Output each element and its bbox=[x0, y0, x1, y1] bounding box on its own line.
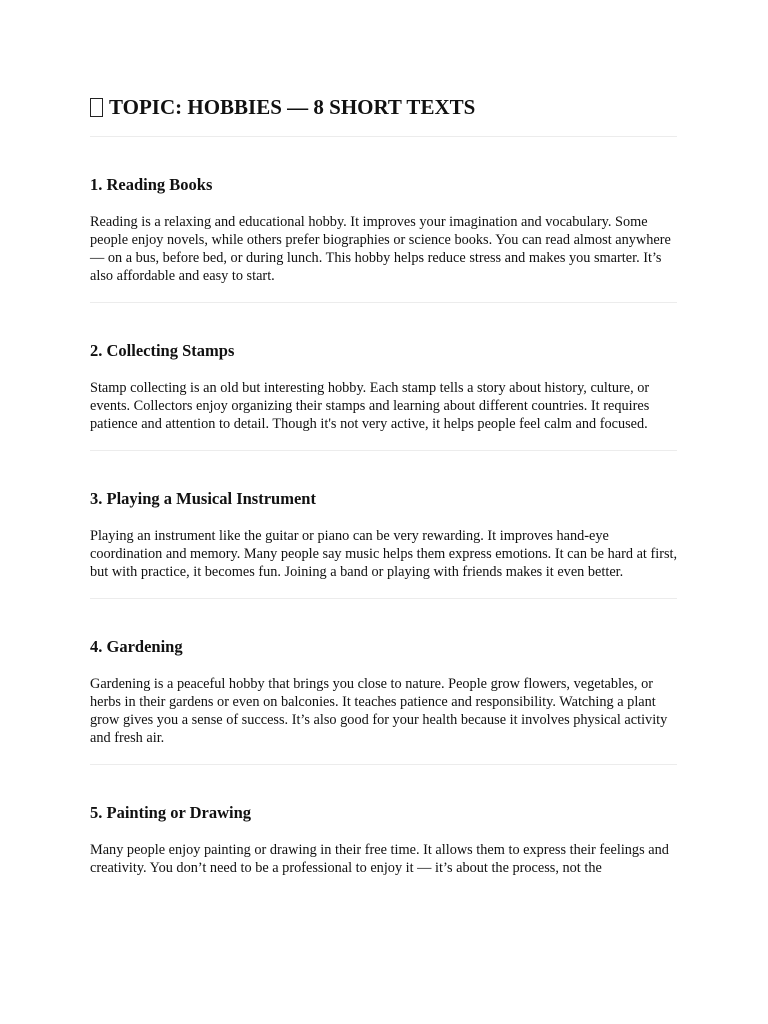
section-collecting-stamps bbox=[90, 303, 677, 451]
section-gardening bbox=[90, 599, 677, 765]
section-body: Reading is a relaxing and educational hobby. It improves your imagination and vocabulary. Some people enjoy novels, while others prefer biographies or science books. You can read almost anywhere — on a bus, before bed, or during lunch. This hobby helps reduce stress and makes you smarter. It’s also affordable and easy to start. bbox=[90, 214, 671, 284]
missing-glyph-box-icon bbox=[90, 98, 103, 117]
section-painting-drawing bbox=[90, 765, 677, 877]
section-heading: 4. Gardening bbox=[90, 637, 183, 656]
document-title-text: TOPIC: HOBBIES — 8 SHORT TEXTS bbox=[109, 95, 476, 119]
section-body: Many people enjoy painting or drawing in their free time. It allows them to express their feelings and creativity. You don’t need to be a professional to enjoy it — it’s about the process, not the bbox=[90, 842, 669, 876]
document-page bbox=[90, 94, 677, 877]
section-body: Playing an instrument like the guitar or piano can be very rewarding. It improves hand-eye coordination and memory. Many people say music helps them express emotions. It can be hard at first, but with practice, it becomes fun. Joining a band or playing with friends makes it even better. bbox=[90, 528, 678, 580]
document-title bbox=[90, 94, 677, 120]
section-heading: 2. Collecting Stamps bbox=[90, 341, 235, 360]
section-heading: 1. Reading Books bbox=[90, 175, 213, 194]
section-heading: 3. Playing a Musical Instrument bbox=[90, 489, 316, 508]
section-musical-instrument bbox=[90, 451, 677, 599]
section-body: Gardening is a peaceful hobby that brings you close to nature. People grow flowers, vegetables, or herbs in their gardens or even on balconies. It teaches patience and responsibility. Watching a plant grow gives you a sense of success. It’s also good for your health because it involves physical activity and fresh air. bbox=[90, 676, 668, 746]
section-reading-books bbox=[90, 137, 677, 303]
section-heading: 5. Painting or Drawing bbox=[90, 803, 252, 822]
section-body: Stamp collecting is an old but interesting hobby. Each stamp tells a story about history, culture, or events. Collectors enjoy organizing their stamps and learning about different countries. It requires patience and attention to detail. Though it's not very active, it helps people feel calm and focused. bbox=[90, 380, 650, 432]
